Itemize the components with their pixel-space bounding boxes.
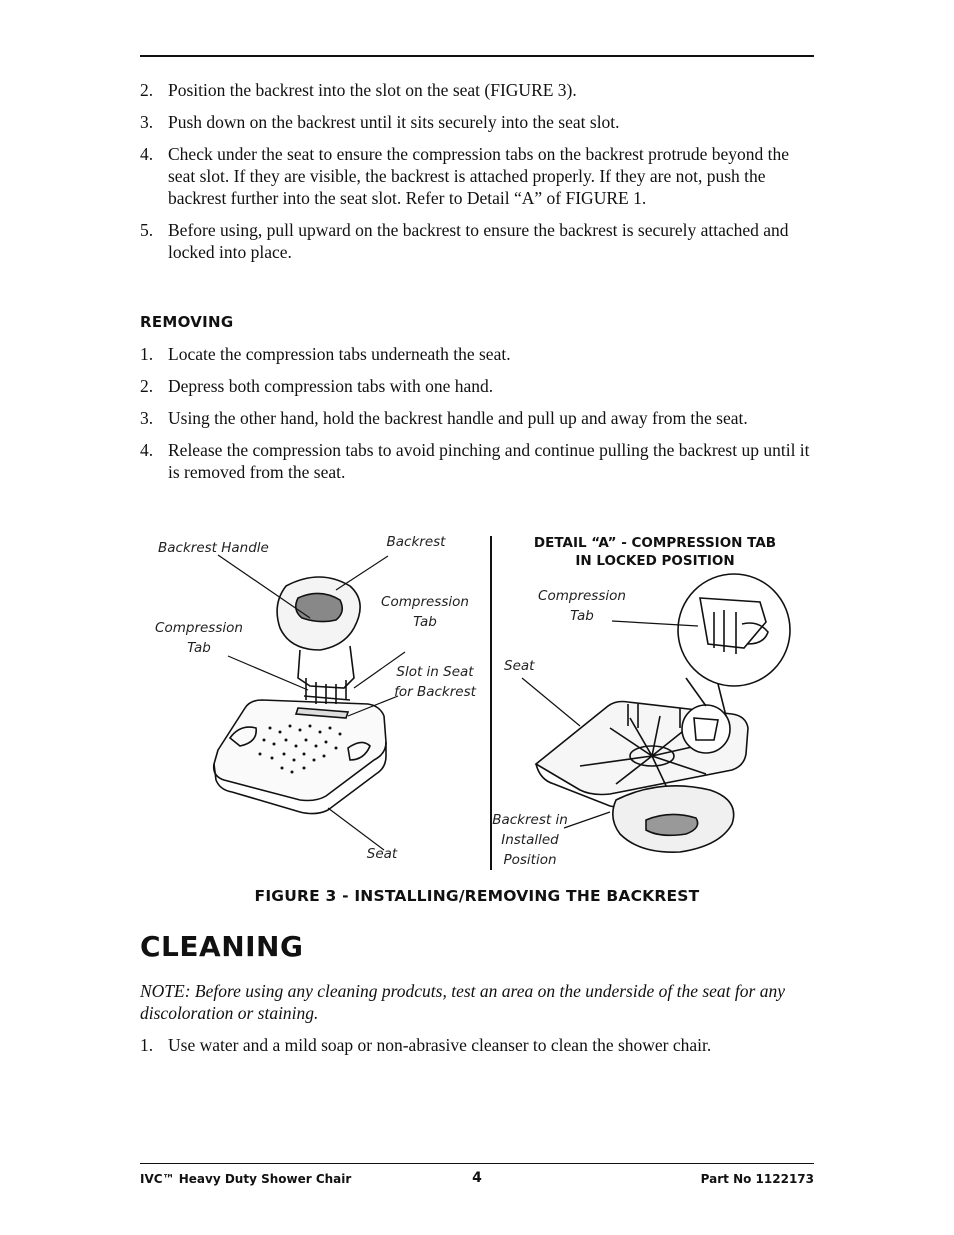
label-backrest: Backrest <box>386 534 446 550</box>
footer-product: IVC™ Heavy Duty Shower Chair <box>140 1172 352 1186</box>
step-text: Use water and a mild soap or non-abrasive cleanser to clean the shower chair. <box>168 1035 712 1055</box>
label-compression-tab-detail: Compression Tab <box>538 588 626 624</box>
cleaning-note: NOTE: Before using any cleaning prodcuts, test an area on the underside of the seat for any discoloration or staining. <box>140 981 785 1023</box>
step-number: 3. <box>140 408 154 428</box>
header-rule <box>140 55 814 57</box>
list-item <box>140 79 814 101</box>
step-number: 2. <box>140 80 154 100</box>
label-compression-tab-right: Compression Tab <box>381 594 469 630</box>
list-item <box>140 1034 814 1056</box>
removing-heading: REMOVING <box>140 313 234 331</box>
step-text: Release the compression tabs to avoid pinching and continue pulling the backrest up until it is removed from the seat. <box>168 440 810 482</box>
label-compression-tab-left: Compression Tab <box>155 620 243 656</box>
label-backrest-installed: Backrest in Installed Position <box>492 812 568 868</box>
install-steps <box>140 79 814 273</box>
step-text: Push down on the backrest until it sits securely into the seat slot. <box>168 112 620 132</box>
step-text: Position the backrest into the slot on the seat (FIGURE 3). <box>168 80 577 100</box>
step-number: 4. <box>140 144 154 164</box>
list-item <box>140 343 814 365</box>
step-text: Check under the seat to ensure the compression tabs on the backrest protrude beyond the seat slot. If they are visible, the backrest is attached properly. If they are not, push the backrest further into the seat slot. Refer to Detail “A” of FIGURE 1. <box>168 144 790 208</box>
list-item <box>140 439 814 483</box>
step-text: Using the other hand, hold the backrest handle and pull up and away from the seat. <box>168 408 748 428</box>
figure-caption: FIGURE 3 - INSTALLING/REMOVING THE BACKREST <box>254 887 700 905</box>
step-text: Locate the compression tabs underneath the seat. <box>168 344 511 364</box>
label-seat-left: Seat <box>366 846 398 862</box>
page-number: 4 <box>472 1170 482 1186</box>
step-number: 3. <box>140 112 154 132</box>
footer-part-number: Part No 1122173 <box>700 1172 814 1186</box>
footer-rule <box>140 1163 814 1164</box>
list-item <box>140 375 814 397</box>
removing-steps <box>140 343 814 493</box>
detail-a-title: DETAIL “A” - COMPRESSION TAB IN LOCKED POSITION <box>533 535 777 569</box>
step-number: 1. <box>140 344 154 364</box>
step-number: 1. <box>140 1035 154 1055</box>
cleaning-steps <box>140 1034 814 1066</box>
step-text: Depress both compression tabs with one hand. <box>168 376 494 396</box>
list-item <box>140 219 814 263</box>
label-seat-right: Seat <box>504 658 535 674</box>
figure-3 <box>140 528 814 873</box>
list-item <box>140 143 814 209</box>
list-item <box>140 407 814 429</box>
step-number: 5. <box>140 220 154 240</box>
step-text: Before using, pull upward on the backrest to ensure the backrest is securely attached and locked into place. <box>168 220 789 262</box>
list-item <box>140 111 814 133</box>
label-backrest-handle: Backrest Handle <box>158 540 269 556</box>
step-number: 2. <box>140 376 154 396</box>
step-number: 4. <box>140 440 154 460</box>
cleaning-title: CLEANING <box>140 930 304 963</box>
label-slot: Slot in Seat for Backrest <box>394 664 476 700</box>
